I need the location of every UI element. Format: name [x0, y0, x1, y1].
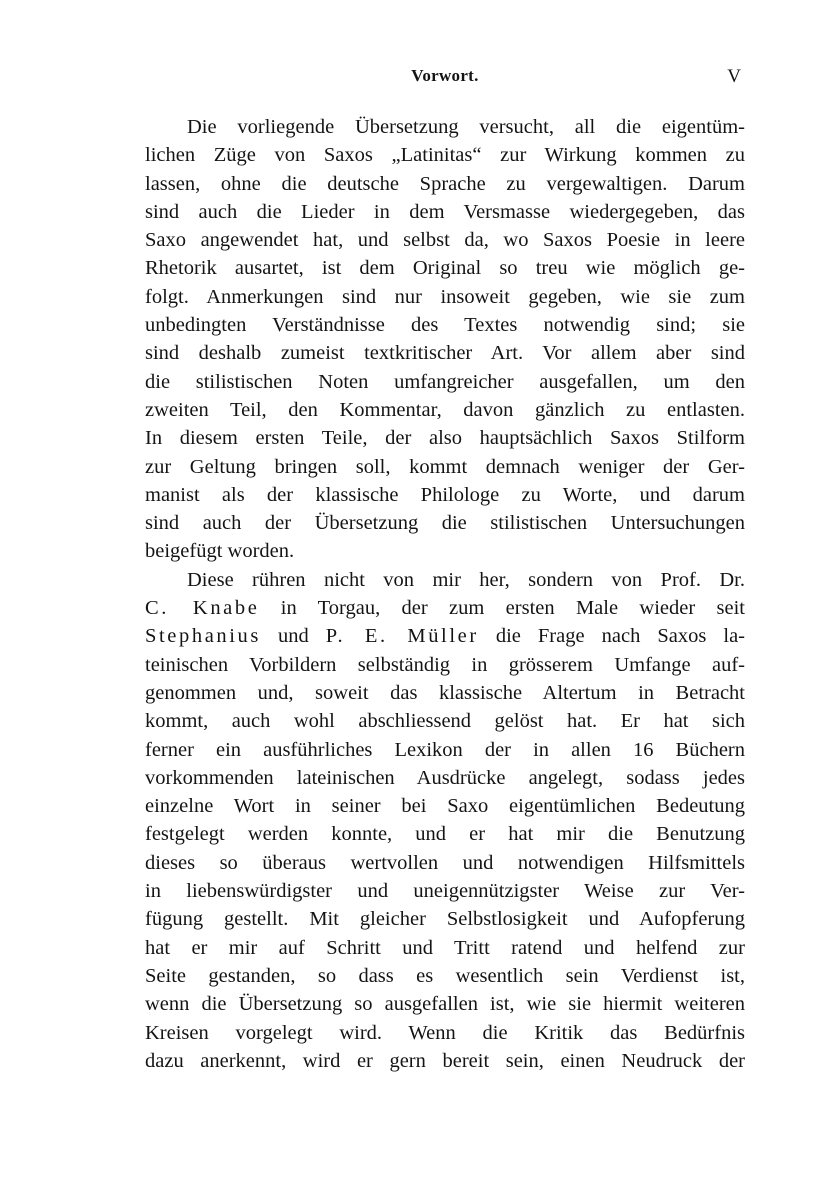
- text-line: einzelne Wort in seiner bei Saxo eigentümlichen Bedeutung: [145, 795, 745, 818]
- text-line: unbedingten Verständnisse des Textes notwendig sind; sie: [145, 314, 745, 337]
- text-line: wenn die Übersetzung so ausgefallen ist, wie sie hiermit weiteren: [145, 993, 745, 1016]
- text-line: festgelegt werden konnte, und er hat mir die Benutzung: [145, 823, 745, 846]
- text-line: vorkommenden lateinischen Ausdrücke angelegt, sodass jedes: [145, 766, 745, 789]
- text-line: folgt. Anmerkungen sind nur insoweit gegeben, wie sie zum: [145, 285, 745, 308]
- text-line: sind auch die Lieder in dem Versmasse wiedergegeben, das: [145, 200, 745, 223]
- text-line: zweiten Teil, den Kommentar, davon gänzlich zu entlasten.: [145, 398, 745, 421]
- text-line: lassen, ohne die deutsche Sprache zu vergewaltigen. Darum: [145, 172, 745, 195]
- text-line: manist als der klassische Philologe zu Worte, und darum: [145, 483, 745, 506]
- text-fragment: und: [260, 625, 326, 648]
- text-line: Rhetorik ausartet, ist dem Original so treu wie möglich ge-: [145, 257, 745, 280]
- text-line: teinischen Vorbildern selbständig in grösserem Umfange auf-: [145, 653, 745, 676]
- text-line: [145, 594, 745, 622]
- text-line: Diese rühren nicht von mir her, sondern von Prof. Dr.: [187, 568, 745, 591]
- text-fragment: die Frage nach Saxos la-: [478, 625, 745, 648]
- paragraph-2: [145, 566, 745, 1075]
- text-line: die stilistischen Noten umfangreicher ausgefallen, um den: [145, 370, 745, 393]
- text-line: lichen Züge von Saxos „Latinitas“ zur Wirkung kommen zu: [145, 144, 745, 167]
- text-line: sind deshalb zumeist textkritischer Art. Vor allem aber sind: [145, 342, 745, 365]
- paragraph-1: [145, 113, 745, 566]
- running-title: Vorwort.: [411, 66, 479, 85]
- text-line: zur Geltung bringen soll, kommt demnach weniger der Ger-: [145, 455, 745, 478]
- text-line: dieses so überaus wertvollen und notwendigen Hilfsmittels: [145, 851, 745, 874]
- body-text: [145, 113, 745, 1075]
- text-line: fügung gestellt. Mit gleicher Selbstlosigkeit und Aufopferung: [145, 908, 745, 931]
- text-line: [145, 622, 745, 650]
- text-line: Kreisen vorgelegt wird. Wenn die Kritik das Bedürfnis: [145, 1021, 745, 1044]
- text-line: Seite gestanden, so dass es wesentlich sein Verdienst ist,: [145, 964, 745, 987]
- text-line: hat er mir auf Schritt und Tritt ratend und helfend zur: [145, 936, 745, 959]
- text-line: beigefügt worden.: [145, 540, 295, 563]
- text-line: ferner ein ausführliches Lexikon der in allen 16 Büchern: [145, 738, 745, 761]
- person-name: Stephanius: [145, 625, 261, 648]
- text-line: kommt, auch wohl abschliessend gelöst hat. Er hat sich: [145, 710, 745, 733]
- page-number: V: [727, 66, 741, 87]
- person-name: P. E. Müller: [325, 625, 479, 648]
- text-line: Die vorliegende Übersetzung versucht, all die eigentüm-: [187, 116, 745, 138]
- text-line: in liebenswürdigster und uneigennützigster Weise zur Ver-: [145, 880, 745, 903]
- text-line: In diesem ersten Teile, der also hauptsächlich Saxos Stilform: [145, 427, 745, 450]
- page-header: [145, 66, 745, 92]
- text-line: genommen und, soweit das klassische Altertum in Betracht: [145, 681, 745, 704]
- text-fragment: in Torgau, der zum ersten Male wieder seit: [259, 597, 745, 620]
- text-line: dazu anerkennt, wird er gern bereit sein, einen Neudruck der: [145, 1049, 745, 1072]
- person-name: C. Knabe: [145, 597, 260, 620]
- text-line: Saxo angewendet hat, und selbst da, wo Saxos Poesie in leere: [145, 229, 745, 252]
- text-line: sind auch der Übersetzung die stilistischen Untersuchungen: [145, 512, 745, 535]
